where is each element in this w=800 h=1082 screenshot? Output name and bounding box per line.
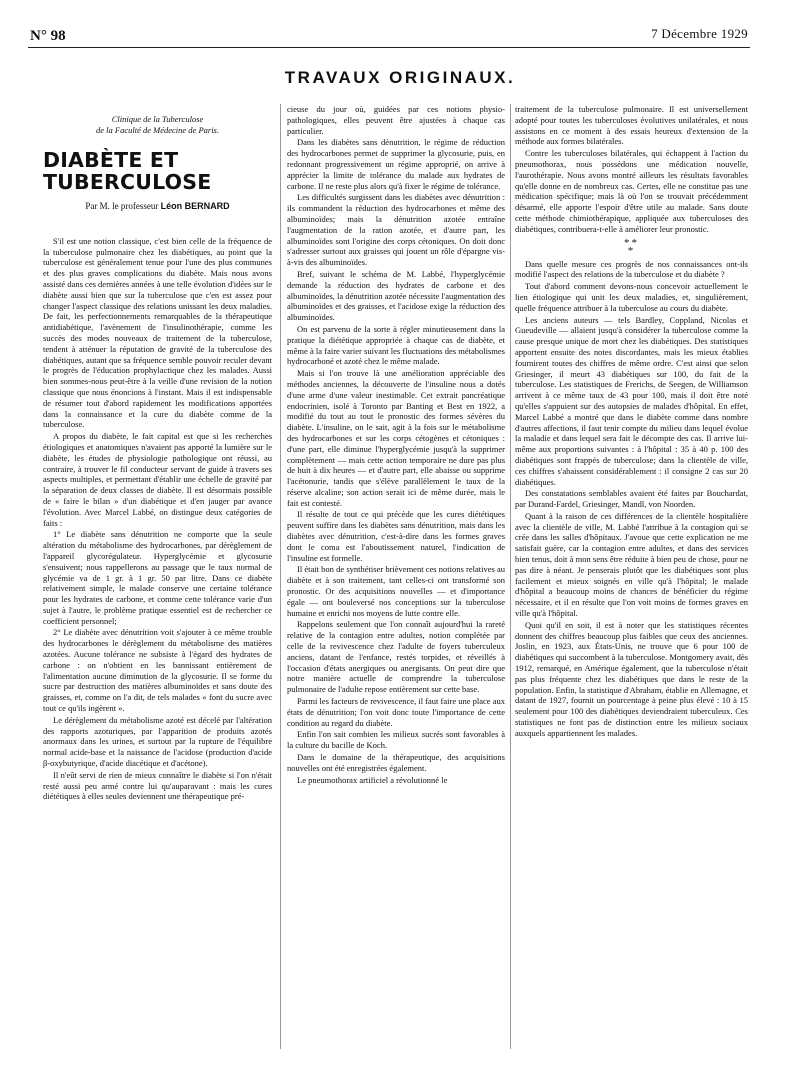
paragraph: 1° Le diabète sans dénutrition ne comporte que la seule altération du métabolisme des hydrocarbones, par dérèglement de l'appareil glycorégulateur. Hyperglycémie et glycosurie s'ensuivent; nous rappellerons au passage que le taux normal de glycémie va de 1 gr. à 1 gr. 50 par litre. Dans ce diabète relativement simple, le malade conserve une certaine tolérance pour les hydrates de carbone, et comme cette tolérance varie d'un sujet à l'autre, le problème pratique essentiel est de rechercher ce coefficient personnel; [43,529,272,626]
paragraph: Tout d'abord comment devons-nous concevoir actuellement le lien étiologique qui unit les deux maladies, et, singulièrement, quelle fréquence attribuer à la tuberculose au cours du diabète. [515,281,748,313]
paragraph: Quoi qu'il en soit, il est à noter que les statistiques récentes donnent des chiffres beaucoup plus faibles que ceux des anciennes. Joslin, en 1923, aux États-Unis, ne trouve que 6 pour 100 de diabétiques qui succombent à la tuberculose. Montgomery avait, dès 1912, remarqué, en Amérique également, que la tuberculose n'était pas plus fréquente chez les diabétiques que dans le reste de la population. Enfin, la statistique d'Abraham, établie en Allemagne, et datant de 1927, fournit un pourcentage à peine plus élevé : 10 à 15 seulement pour 100 des diabétiques deviendraient tuberculeux. Ces statistiques ne font pas de distinction entre les milieux sociaux auxquels appartiennent les malades. [515,619,748,738]
clinic-line: Clinique de la Tuberculose [111,114,204,124]
column-3 [515,104,748,1052]
column-2 [287,104,505,1052]
paragraph: Enfin l'on sait combien les milieux sucrés sont favorables à la culture du bacille de Koch. [287,729,505,751]
paragraph: Dans les diabètes sans dénutrition, le régime de réduction des hydrocarbones permet de supprimer la glycosurie, puis, en redonnant progressivement un régime approprié, on arrive à apprécier la limite de tolérance du malade aux hydrates de carbone. Il ne reste plus alors qu'à fixer le régime de tolérance. [287,137,505,191]
paragraph: Le dérèglement du métabolisme azoté est décelé par l'altération des rapports azoturiques, par l'apparition de produits azotés anormaux dans les urines, et surtout par la rupture de l'équilibre normal acide-base et la naissance de l'acidose (production d'acide β-oxybutyrique, d'acide diacétique et d'acétone). [43,714,272,769]
paragraph: A propos du diabète, le fait capital est que si les recherches étiologiques et anatomiques n'avaient pas apporté la lumière sur le diabète, les études de physiologie pathologique ont réussi, au contraire, à trouver le fil conducteur servant de guide à travers ses aspects multiples, et permettant d'établir une échelle de gravité par la séparation de deux classes de diabète. Il est désormais possible de « faire le bilan » d'un diabétique et d'en jauger par avance l'évolution. Avec Marcel Labbé, on distingue deux catégories de faits : [43,431,272,528]
author-name: Léon BERNARD [160,201,230,211]
paragraph: Dans le domaine de la thérapeutique, des acquisitions nouvelles ont été enregistrées également. [287,752,505,773]
paragraph: Les anciens auteurs — tels Bardley, Coppland, Nicolas et Gueudeville — allaient jusqu'à considérer la tuberculose comme la cause presque unique de mort chez les diabétiques. Des statistiques apportent ensuite des notes discordantes, mais les mieux établies fournirent toutes des chiffres de même ordre. C'est ainsi que selon Griesinger, il meurt 43 diabétiques sur 100, du fait de la tuberculose. Les statistiques de Frerichs, de Seegen, de Williamson arrivent à ce même taux de 43 pour 100, mais il doit être noté qu'elles s'appuient sur des autopsies de malades d'hôpital. En effet, Marcel Labbé a montré que dans le diabète comme dans nombre d'autres affections, il faut tenir compte du milieu dans lequel évolue la maladie et dans lequel sera fait le décompte des cas. Il arrive lui-même aux proportions suivantes : à l'hôpital : 35 à 40 p. 100 des diabétiques sont frappés de tuberculose; dans la clientèle de ville, ces chiffres s'abaissent considérablement : il consigne 2 cas sur 20 diabétiques. [515,314,748,487]
paragraph: Il n'eût servi de rien de mieux connaître le diabète si l'on n'était resté aussi peu armé contre lui qu'auparavant : mais les cures diététiques à elles seules deviennent une thérapeutique pré- [43,769,272,802]
byline [43,201,272,212]
byline-prefix: Par M. le professeur [85,201,159,211]
paragraph: 2° Le diabète avec dénutrition voit s'ajouter à ce même trouble des hydrocarbones le dérèglement du métabolisme des matières azotées. Aucune tolérance ne subsiste à l'égard des hydrates de carbone : on n'obtient en les bannissant entièrement de l'alimentation aucune diminution de la glycosurie. Il se forme du sucre par destruction des matières albuminoïdes et sans doute des graisses, et, comme on l'a dit, de tels malades « font du sucre avec tout ce qu'ils ingèrent ». [43,627,272,714]
paragraph: Bref, suivant le schéma de M. Labbé, l'hyperglycémie demande la réduction des hydrates de carbone et des albuminoïdes, la dénutrition azotée nécessite l'augmentation des albuminoïdes et des graisses, et l'acidose exige la réduction des albuminoïdes. [287,268,505,323]
issue-number: N° 98 [30,28,66,44]
header-rule [28,47,750,48]
paragraph: Rappelons seulement que l'on connaît aujourd'hui la rareté relative de la contagion entre adultes, notion complétée par celle de la revivescence chez l'adulte de foyers tuberculeux anciens, datant de l'enfance, restés torpides, et réveillés à l'occasion d'états anergiques ou anergisants. On peut dire que notre manière actuelle de comprendre la tuberculose pulmonaire de l'adulte repose entièrement sur cette base. [287,619,505,695]
article-title: DIABÈTE ET TUBERCULOSE [43,148,212,194]
column-divider [510,104,511,1049]
paragraph: Des constatations semblables avaient été faites par Bouchardat, par Durand-Fardel, Griesinger, Mandl, von Noorden. [515,488,748,510]
paragraph: S'il est une notion classique, c'est bien celle de la fréquence de la tuberculose pulmonaire chez les diabétiques, au point que la tuberculose est généralement tenue pour l'une des plus communes et des plus graves complications du diabète. Mais nous avons assisté dans ces dernières années à une telle évolution d'idées sur le diabète aussi bien que sur la tuberculose que c'en est assez pour changer l'aspect classique des relations unissant les deux maladies. De fait, les perfectionnements remarquables de la thérapeutique antidiabétique, l'avènement de l'insulinothérapie, comme les succès des modes nouveaux de traitement de la tuberculose, tendent à atténuer la réputation de gravité de la tuberculose des diabétiques, autant que sa fréquence semble pouvoir reculer devant le progrès de l'éducation prophylactique chez les malades. Aussi bien sommes-nous peut-être à la veille d'une revision de la notion classique que nous énoncions à l'instant. Mais il est indispensable de résumer tout d'abord rapidement les modifications apportées dans la connaissance et la cure du diabète comme de la tuberculose. [43,235,272,430]
paragraph: Mais si l'on trouve là une amélioration appréciable des méthodes anciennes, la découverte de l'insuline nous a dotés d'une arme d'une valeur inestimable. Cet extrait pancréatique endocrinien, isolé à Toronto par Banting et Best en 1922, a modifié du tout au tout le pronostic des formes sévères du diabète. L'insuline, on le sait, agit à la fois sur le métabolisme des hydrocarbones et sur les corps cétogènes et cétoniques : d'une part, elle diminue l'hyperglycémie jusqu'à la supprimer complètement — mais cette action temporaire ne dure pas plus de huit à dix heures — et d'autre part, elle abaisse ou supprime l'acétonurie, tandis que s'élève parallèlement le taux de la réserve alcaline; son action serait ici de même durée, mais le fait est contesté. [287,368,505,508]
paragraph: Le pneumothorax artificiel a révolutionné le [297,774,448,785]
issue-date: 7 Décembre 1929 [651,26,748,41]
clinic-affiliation [43,114,272,135]
paragraph: Les difficultés surgissent dans les diabètes avec dénutrition : ils commandent la réduction des hydrocarbones et même des albuminoïdes; mais la dénutrition azotée entraîne l'augmentation de la ration azotée, et d'autre part, les albuminoïdes sont l'origine des corps cétoniques. On doit donc s'adresser surtout aux graisses qui jouent un rôle d'épargne vis-à-vis des albuminoïdes. [287,192,505,268]
paragraph: On est parvenu de la sorte à régler minutieusement dans la pratique la diététique appropriée à chaque cas de diabète, et même à la faire varier suivant les fluctuations des métabolismes hydrocarboné et azoté chez le même malade. [287,323,505,367]
column-divider [280,104,281,1049]
paragraph: Contre les tuberculoses bilatérales, qui échappent à l'action du pneumothorax, nous possédons une médication nouvelle, l'aurothérapie. Nous avons montré ailleurs les résultats favorables qu'elle donne en de nombreux cas. Certes, elle ne constitue pas une médication spécifique; mais là où l'on se trouvait précédemment désarmé, elle apporte l'espoir d'être utile au malade. Sans doute cette méthode chimiothérapique, appliquée aux tuberculoses des diabétiques, contribuera-t-elle à améliorer leur pronostic. [515,148,748,234]
paragraph: Il résulte de tout ce qui précède que les cures diététiques peuvent suffire dans les diabètes sans dénutrition, mais dans les diabètes avec dénutrition, c'est-à-dire dans les formes graves dont le coma est l'aboutissement naturel, l'indication de l'insuline est formelle. [287,509,505,563]
clinic-line: de la Faculté de Médecine de Paris. [96,124,219,135]
paragraph: Dans quelle mesure ces progrès de nos connaissances ont-ils modifié l'aspect des relations de la tuberculose et du diabète ? [515,258,748,280]
paragraph: cieuse du jour où, guidées par ces notions physio-pathologiques, elles peuvent être ajustées à chaque cas particulier. [287,104,505,136]
section-separator-asterism: ** * [624,236,639,257]
paragraph: Parmi les facteurs de revivescence, il faut faire une place aux états de dénutrition; l'on voit donc toute l'importance de cette condition au regard du diabète. [287,696,505,728]
paragraph: traitement de la tuberculose pulmonaire. Il est universellement adopté pour toutes les tuberculoses évolutives unilatérales, et nous assistons en ce moment à des essais heureux d'extension de la méthode aux formes bilatérales. [515,104,748,147]
column-1 [43,104,272,1052]
section-title: TRAVAUX ORIGINAUX. [284,68,516,87]
paragraph: Il était bon de synthétiser brièvement ces notions relatives au diabète et à son traitement, tant celles-ci ont transformé son pronostic. Or des acquisitions nouvelles — et d'importance égale — ont bouleversé nos conceptions sur la tuberculose humaine et enrichi nos moyens de lutte contre elle. [287,564,505,618]
paragraph: Quant à la raison de ces différences de la clientèle hospitalière avec la clientèle de ville, M. Labbé l'attribue à la contagion qui se crée dans les salles d'hôpitaux. J'avoue que cette explication ne me satisfait guère, car la contagion entre adultes, et dans des services bien tenus, doit à mon sens être réduite à bien peu de chose, pour ne pas dire à néant. Je penserais plutôt que les diabétiques sont plus facilement et mieux soignés en ville qu'à l'hôpital; le malade d'hôpital a beaucoup moins de chances de bénéficier du régime nécessaire, et il en résulte que l'on voit moins de formes graves en ville qu'à l'hôpital. [515,510,748,619]
